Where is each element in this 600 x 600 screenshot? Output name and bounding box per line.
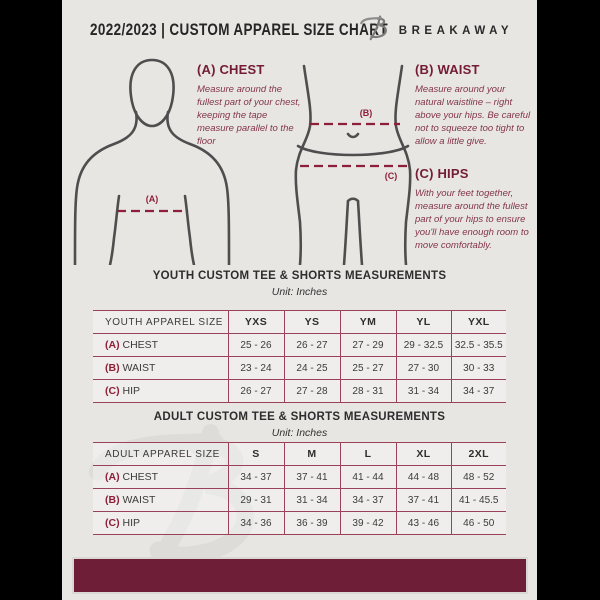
table-cell: 23 - 24: [228, 357, 284, 380]
table-cell: 37 - 41: [284, 466, 340, 489]
lower-body-diagram: [288, 54, 418, 265]
hips-heading: (C) HIPS: [415, 166, 469, 181]
chest-description: Measure around the fullest part of your chest, keeping the tape measure parallel to the floor: [197, 84, 301, 148]
youth-chest-row: [93, 334, 506, 357]
table-cell: 26 - 27: [284, 334, 340, 357]
table-cell: 48 - 52: [451, 466, 506, 489]
youth-waist-row: [93, 357, 506, 380]
table-cell: 28 - 31: [340, 380, 396, 403]
table-cell: 30 - 33: [451, 357, 506, 380]
table-cell: 31 - 34: [396, 380, 451, 403]
table-cell: 24 - 25: [284, 357, 340, 380]
adult-size-table: [93, 442, 506, 535]
adult-waist-row: [93, 489, 506, 512]
hips-instructions: [415, 166, 533, 253]
adult-size-l: L: [340, 443, 396, 466]
youth-size-table: [93, 310, 506, 403]
waist-instructions: [415, 62, 533, 149]
table-cell: 39 - 42: [340, 512, 396, 535]
waist-line-label: (B): [359, 108, 373, 118]
adult-hip-label: (C) HIP: [93, 512, 228, 535]
youth-hip-label: (C) HIP: [93, 380, 228, 403]
table-cell: 34 - 36: [228, 512, 284, 535]
table-cell: 27 - 29: [340, 334, 396, 357]
adult-size-2xl: 2XL: [451, 443, 506, 466]
page-title: 2022/2023 | CUSTOM APPAREL SIZE CHART: [90, 21, 388, 40]
adult-table-title: ADULT CUSTOM TEE & SHORTS MEASUREMENTS: [153, 411, 446, 423]
table-cell: 46 - 50: [451, 512, 506, 535]
youth-table-unit: Unit: Inches: [271, 286, 328, 298]
adult-hip-row: [93, 512, 506, 535]
chest-instructions: [197, 62, 303, 149]
adult-waist-label: (B) WAIST: [93, 489, 228, 512]
table-cell: 29 - 31: [228, 489, 284, 512]
hips-description: With your feet together, measure around the fullest part of your hips to ensure you'll have enough room to move comfortably.: [415, 188, 529, 252]
table-cell: 41 - 45.5: [451, 489, 506, 512]
youth-header-row: [93, 311, 506, 334]
adult-header-row: [93, 443, 506, 466]
table-cell: 34 - 37: [228, 466, 284, 489]
table-cell: 37 - 41: [396, 489, 451, 512]
hips-line-label: (C): [384, 171, 398, 181]
table-cell: 26 - 27: [228, 380, 284, 403]
table-cell: 43 - 46: [396, 512, 451, 535]
table-cell: 41 - 44: [340, 466, 396, 489]
table-cell: 25 - 27: [340, 357, 396, 380]
breakaway-logo-icon: [358, 13, 392, 42]
youth-size-yl: YL: [396, 311, 451, 334]
youth-hip-row: [93, 380, 506, 403]
youth-header-label: YOUTH APPAREL SIZE: [93, 311, 228, 334]
youth-size-yxs: YXS: [228, 311, 284, 334]
table-cell: 36 - 39: [284, 512, 340, 535]
table-cell: 34 - 37: [451, 380, 506, 403]
adult-size-m: M: [284, 443, 340, 466]
waist-description: Measure around your natural waistline – right above your hips. Be careful not to squeeze too tight to allow a little give.: [415, 84, 531, 148]
chest-line-label: (A): [145, 194, 159, 204]
adult-size-s: S: [228, 443, 284, 466]
youth-size-ym: YM: [340, 311, 396, 334]
youth-size-ys: YS: [284, 311, 340, 334]
footer-accent-bar: [72, 557, 528, 594]
table-cell: 29 - 32.5: [396, 334, 451, 357]
table-cell: 31 - 34: [284, 489, 340, 512]
table-cell: 27 - 28: [284, 380, 340, 403]
table-cell: 27 - 30: [396, 357, 451, 380]
youth-waist-label: (B) WAIST: [93, 357, 228, 380]
table-cell: 34 - 37: [340, 489, 396, 512]
waist-heading: (B) WAIST: [415, 62, 480, 77]
chart-page: [62, 0, 537, 600]
table-cell: 44 - 48: [396, 466, 451, 489]
adult-table-unit: Unit: Inches: [271, 427, 328, 439]
youth-table-title: YOUTH CUSTOM TEE & SHORTS MEASUREMENTS: [152, 270, 447, 282]
brand-lockup: [358, 13, 513, 42]
adult-chest-label: (A) CHEST: [93, 466, 228, 489]
adult-chest-row: [93, 466, 506, 489]
brand-name: BREAKAWAY: [398, 24, 513, 37]
adult-size-xl: XL: [396, 443, 451, 466]
adult-header-label: ADULT APPAREL SIZE: [93, 443, 228, 466]
youth-size-yxl: YXL: [451, 311, 506, 334]
youth-chest-label: (A) CHEST: [93, 334, 228, 357]
table-cell: 25 - 26: [228, 334, 284, 357]
chest-heading: (A) CHEST: [197, 62, 265, 77]
table-cell: 32.5 - 35.5: [451, 334, 506, 357]
